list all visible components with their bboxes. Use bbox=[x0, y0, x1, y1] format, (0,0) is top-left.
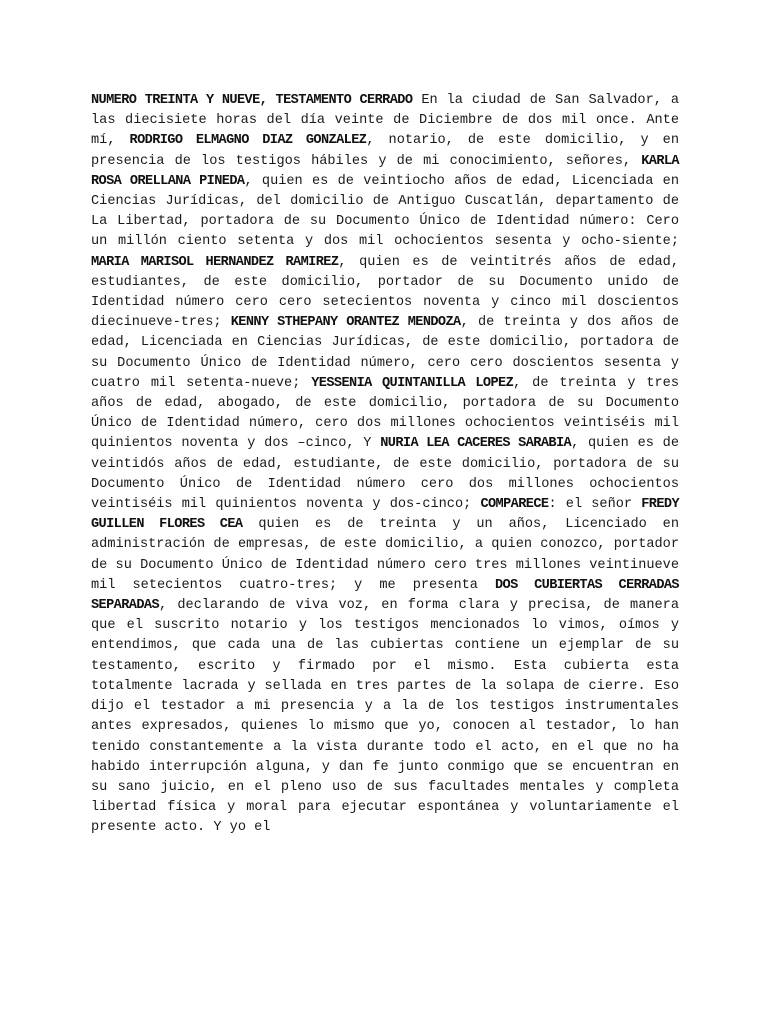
body-text: , declarando de viva voz, en forma clara y precisa, de manera que el suscrito notario y los testigos mencionados lo vimos, oímos y entendimos, que cada una de las cubiertas contiene un ejemplar de su testamento, escrito y firmado por el mismo. Esta cubierta esta totalmente lacrada y sellada en tres partes de la solapa de cierre. Eso dijo el testador a mi presencia y a la de los testigos instrumentales antes expresados, quienes lo mismo que yo, conocen al testador, lo han tenido constantemente a la vista durante todo el acto, en el que no ha habido interrupción alguna, y dan fe junto conmigo que se encuentran en su sano juicio, en el pleno uso de sus facultades mentales y completa libertad física y moral para ejecutar espontánea y voluntariamente el presente acto. Y yo el bbox=[91, 598, 679, 836]
notary-name: RODRIGO ELMAGNO DIAZ GONZALEZ bbox=[129, 133, 367, 149]
envelopes-label: DOS CUBIERTAS CERRADAS SEPARADAS bbox=[91, 577, 679, 614]
body-text: , quien es de veintiocho años de edad, Licenciada en Ciencias Jurídicas, del domicilio de Antiguo Cuscatlán, departamento de La Libertad, portadora de su Documento Único de Identidad número: Cero un millón ciento setenta y dos mil ochocientos sesenta y ocho-siente; bbox=[91, 173, 679, 250]
document-body bbox=[91, 91, 679, 839]
witness-name: NURIA LEA CACERES SARABIA bbox=[380, 436, 572, 452]
body-text: , de treinta y tres años de edad, abogado, de este domicilio, portadora de su Documento Único de Identidad número, cero dos millones ochocientos veintiséis mil quinientos noventa y dos –cinco, Y bbox=[91, 375, 679, 452]
witness-name: KENNY STHEPANY ORANTEZ MENDOZA bbox=[230, 315, 461, 331]
comparece-label: COMPARECE bbox=[480, 497, 549, 513]
body-text: : el señor bbox=[548, 497, 642, 513]
body-text: quien es de treinta y un años, Licenciado en administración de empresas, de este domicilio, a quien conozco, portador de su Documento Único de Identidad número cero tres millones veintinueve mil setecientos cuatro-tres; y me presenta bbox=[91, 517, 679, 593]
body-text: , quien es de veintidós años de edad, estudiante, de este domicilio, portadora de su Documento Único de Identidad número cero dos millones ochocientos veintiséis mil quinientos noventa y dos-cinco; bbox=[91, 436, 679, 513]
witness-name: KARLA ROSA ORELLANA PINEDA bbox=[91, 153, 679, 189]
body-text: , de treinta y dos años de edad, Licenciada en Ciencias Jurídicas, de este domicilio, portadora de su Documento Único de Identidad número, cero cero doscientos sesenta y cuatro mil setenta-nueve; bbox=[91, 315, 679, 391]
body-text: , quien es de veintitrés años de edad, estudiantes, de este domicilio, portador de su Documento unido de Identidad número cero cero setecientos noventa y cinco mil doscientos diecinueve-tres; bbox=[91, 254, 679, 331]
body-text: En la ciudad de San Salvador, a las diecisiete horas del día veinte de Diciembre de dos mil once. Ante mí, bbox=[91, 93, 679, 149]
witness-name: MARIA MARISOL HERNANDEZ RAMIREZ bbox=[91, 254, 339, 270]
testator-name: FREDY GUILLEN FLORES CEA bbox=[91, 497, 680, 533]
document-title: NUMERO TREINTA Y NUEVE, TESTAMENTO CERRADO bbox=[91, 93, 413, 108]
witness-name: YESSENIA QUINTANILLA LOPEZ bbox=[311, 375, 514, 391]
document-page bbox=[91, 91, 679, 839]
body-text: , notario, de este domicilio, y en presencia de los testigos hábiles y de mi conocimiento, señores, bbox=[91, 133, 679, 169]
